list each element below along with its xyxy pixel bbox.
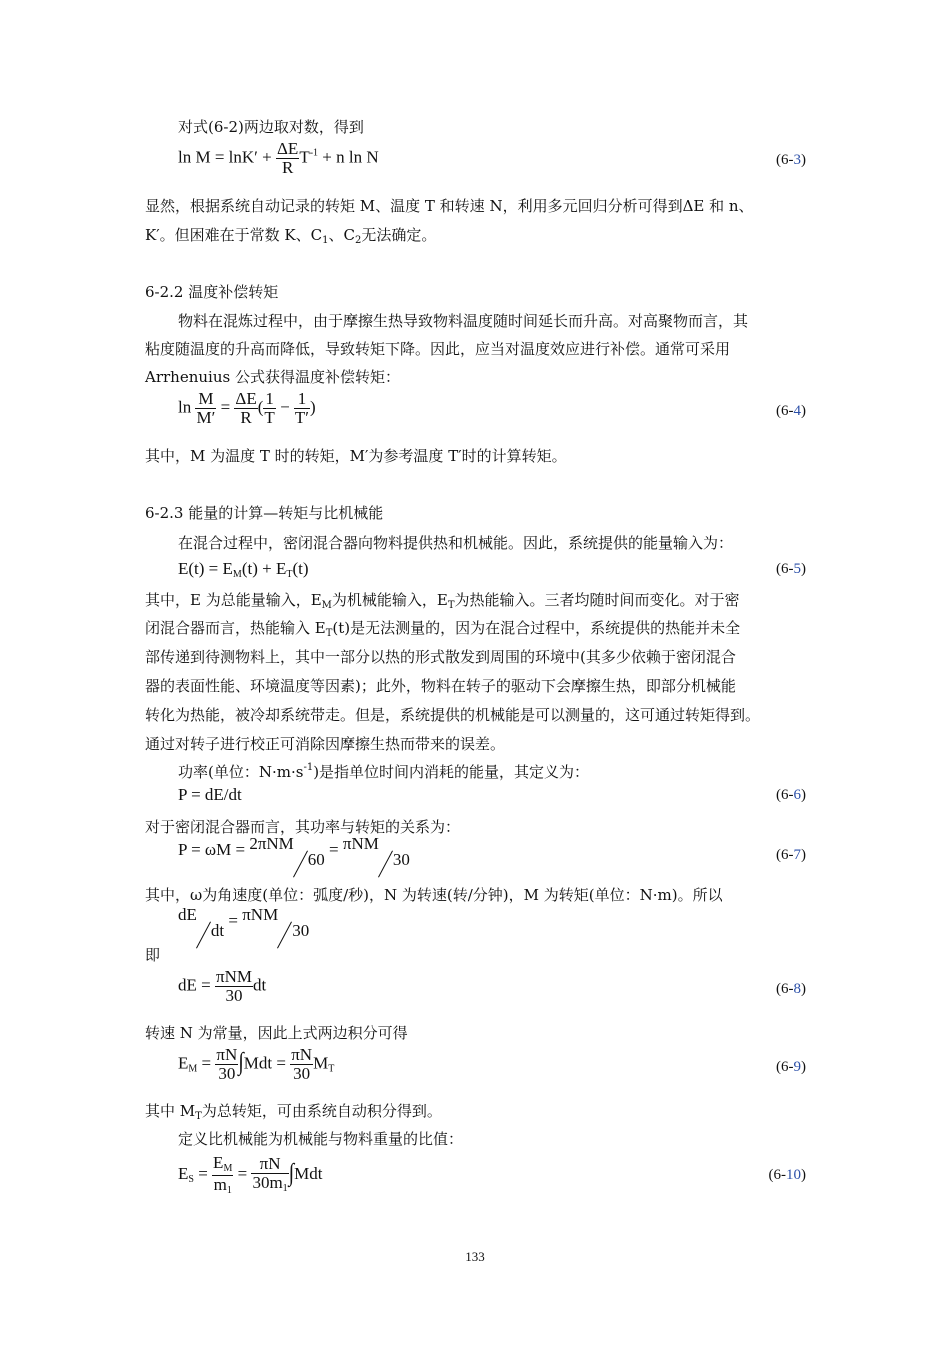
text: 闭混合器而言，热能输入 E [145, 619, 326, 637]
text: (t)是无法测量的，因为在混合过程中，系统提供的热能并未全 [332, 619, 741, 637]
label-link[interactable]: 10 [786, 1167, 801, 1183]
label-text: (6- [776, 403, 794, 419]
subscript: S [188, 1173, 194, 1185]
subscript: T [286, 569, 293, 580]
equation-number-6-10 [740, 1167, 806, 1184]
text: 其中，E 为总能量输入，E [145, 591, 322, 609]
fraction [290, 1046, 313, 1083]
subscript: T [447, 600, 455, 611]
label-text: (6- [768, 1167, 786, 1183]
equation-6-3 [178, 140, 379, 177]
label-text: ) [801, 1167, 806, 1183]
numerator: πN [291, 1045, 313, 1064]
denominator: T [264, 407, 275, 427]
denominator: 30 [218, 1063, 236, 1083]
equation-6-7 [178, 834, 410, 869]
equation-number-6-4 [740, 403, 806, 420]
numerator: ΔE [235, 389, 257, 408]
paragraph-text [145, 224, 436, 246]
eq-part: P = ωM = [178, 840, 250, 859]
text: 其中 M [145, 1102, 196, 1120]
equation-number-6-7 [740, 847, 806, 864]
eq-part: ln M = lnK′ + [178, 147, 276, 167]
paragraph-text [145, 617, 740, 639]
denominator [212, 1176, 233, 1197]
fraction [215, 968, 253, 1005]
label-link[interactable]: 7 [793, 847, 801, 863]
fraction [195, 390, 216, 427]
numerator: 1 [265, 389, 274, 408]
paragraph-text [145, 1100, 442, 1122]
subscript: M [223, 1163, 233, 1174]
fraction [234, 390, 257, 427]
text: )是指单位时间内消耗的能量，其定义为： [313, 763, 590, 781]
text: 为总转矩，可由系统自动积分得到。 [201, 1102, 442, 1120]
fraction [215, 1046, 238, 1083]
numerator: ΔE [276, 139, 299, 158]
eq-part: ( [257, 397, 264, 417]
page-number: 133 [465, 1249, 485, 1264]
paragraph-text: Arrhenuius 公式获得温度补偿转矩： [145, 368, 400, 386]
paragraph-text: 通过对转子进行校正可消除因摩擦生热而带来的误差。 [145, 735, 506, 753]
denominator [251, 1174, 288, 1195]
label-link[interactable]: 8 [793, 981, 801, 997]
numerator [212, 1154, 233, 1176]
eq-part: 2πNM [249, 834, 294, 853]
eq-part: = [224, 911, 243, 930]
label-text: (6- [776, 787, 794, 803]
paragraph-text: 器的表面性能、环境温度等因素)；此外，物料在转子的驱动下会摩擦生热，即部分机械能 [145, 677, 736, 695]
paragraph-text: 即 [145, 946, 161, 964]
eq-part: dt [252, 975, 267, 995]
eq-part: πNM [342, 834, 379, 853]
equation-6-6: P = dE/dt [178, 785, 242, 804]
eq-part: − [275, 397, 294, 417]
label-link[interactable]: 3 [793, 152, 801, 168]
equation-derivative [178, 905, 310, 940]
subscript: M [321, 600, 332, 611]
denominator: M′ [196, 407, 216, 427]
paragraph-text: 转化为热能，被冷却系统带走。但是，系统提供的机械能是可以测量的，这可通过转矩得到。 [145, 706, 761, 724]
equation-6-9 [178, 1046, 334, 1083]
eq-part: E [178, 1053, 189, 1073]
label-link[interactable]: 4 [793, 403, 801, 419]
eq-part: M [313, 1053, 329, 1073]
eq-part: = [324, 840, 343, 859]
eq-part: 30m [252, 1173, 283, 1193]
label-link[interactable]: 6 [793, 787, 801, 803]
paragraph-text: 部传递到待测物料上，其中一部分以热的形式散发到周围的环境中(其多少依赖于密闭混合 [145, 648, 736, 666]
eq-part: Mdt = [243, 1053, 291, 1073]
eq-part: Mdt [294, 1163, 323, 1183]
eq-part: = [193, 1163, 213, 1183]
equation-6-5 [178, 559, 309, 580]
label-text: (6- [776, 847, 794, 863]
numerator: πN [251, 1155, 288, 1174]
fraction [263, 390, 275, 427]
fraction [212, 1154, 233, 1196]
text: K′。但困难在于常数 K、C [145, 226, 323, 244]
paragraph-text: 在混合过程中，密闭混合器向物料提供热和机械能。因此，系统提供的能量输入为： [178, 534, 734, 552]
eq-part: T [299, 147, 310, 167]
denominator: 30 [225, 985, 243, 1005]
superscript: -1 [303, 762, 314, 773]
eq-part: m [213, 1174, 227, 1194]
text: 为热能输入。三者均随时间而变化。对于密 [454, 591, 740, 609]
numerator: 1 [294, 390, 310, 409]
eq-part: ln [178, 397, 192, 417]
eq-part: 60 [307, 850, 325, 869]
label-text: ) [801, 981, 806, 997]
paragraph-text: 对式(6-2)两边取对数，得到 [178, 118, 364, 136]
label-text: (6- [776, 561, 794, 577]
section-heading: 6-2.2 温度补偿转矩 [145, 283, 279, 301]
paragraph-text [145, 589, 740, 611]
equation-number-6-9 [740, 1059, 806, 1076]
eq-part: (t) + E [241, 559, 287, 578]
equation-6-10 [178, 1154, 323, 1196]
paragraph-text [178, 761, 589, 782]
equation-6-8 [178, 968, 266, 1005]
eq-part: dt [210, 921, 225, 940]
integral-sign: ∫ [288, 1159, 295, 1187]
denominator: R [281, 157, 294, 177]
subscript: T [195, 1111, 202, 1122]
subscript: 1 [322, 235, 329, 246]
numerator: πN [216, 1045, 238, 1064]
eq-part: = [197, 1053, 216, 1073]
eq-part: = [233, 1163, 252, 1183]
paragraph-text: 其中，ω为角速度(单位：弧度/秒)，N 为转速(转/分钟)，M 为转矩(单位：N·m)。所以 [145, 886, 723, 904]
fraction [294, 390, 310, 427]
eq-part: + n ln N [318, 147, 379, 167]
subscript: M [188, 1063, 198, 1075]
eq-part: = [216, 397, 235, 417]
paragraph-text: 显然，根据系统自动记录的转矩 M、温度 T 和转速 N，利用多元回归分析可得到ΔE 和 n、 [145, 197, 754, 215]
subscript: T [325, 628, 333, 639]
text: 无法确定。 [361, 226, 437, 244]
paragraph-text: 对于密闭混合器而言，其功率与转矩的关系为： [145, 818, 461, 836]
denominator: R [240, 407, 252, 427]
paragraph-text: 物料在混炼过程中，由于摩擦生热导致物料温度随时间延长而升高。对高聚物而言，其 [178, 312, 749, 330]
eq-part: E [178, 1163, 189, 1183]
label-text: (6- [776, 981, 794, 997]
paragraph-text: 粘度随温度的升高而降低，导致转矩下降。因此，应当对温度效应进行补偿。通常可采用 [145, 340, 731, 358]
label-text: (6- [776, 1059, 794, 1075]
subscript: M [232, 569, 242, 580]
label-text: ) [801, 403, 806, 419]
label-text: ) [801, 787, 806, 803]
equation-number-6-3 [740, 152, 806, 169]
eq-part: (t) [292, 559, 309, 578]
fraction [251, 1155, 288, 1194]
equation-6-4 [178, 390, 316, 427]
superscript: -1 [309, 147, 319, 159]
section-heading: 6-2.3 能量的计算—转矩与比机械能 [145, 504, 384, 522]
subscript: T [328, 1063, 335, 1075]
label-text: (6- [776, 152, 794, 168]
label-link[interactable]: 9 [793, 1059, 801, 1075]
denominator: 30 [293, 1063, 311, 1083]
eq-part: ) [310, 397, 316, 417]
eq-part: E [213, 1153, 224, 1172]
numerator: M [195, 390, 216, 409]
integral-sign: ∫ [238, 1048, 244, 1076]
eq-part: E(t) = E [178, 559, 233, 578]
numerator: πNM [215, 967, 252, 986]
label-link[interactable]: 5 [793, 561, 801, 577]
label-text: ) [801, 1059, 806, 1075]
subscript: 2 [354, 235, 362, 246]
paragraph-text: 转速 N 为常量，因此上式两边积分可得 [145, 1024, 408, 1042]
fraction [276, 140, 299, 177]
eq-part: dE = [178, 975, 215, 995]
subscript: 1 [282, 1183, 288, 1195]
eq-part: dE [178, 905, 197, 924]
eq-part: πNM [242, 905, 279, 924]
subscript: 1 [226, 1184, 232, 1196]
paragraph-text: 定义比机械能为机械能与物料重量的比值： [178, 1130, 464, 1148]
label-text: ) [801, 847, 806, 863]
label-text: ) [801, 152, 806, 168]
denominator: T′ [294, 407, 310, 427]
label-text: ) [801, 561, 806, 577]
eq-part: 30 [392, 850, 410, 869]
equation-number-6-6 [740, 787, 806, 804]
text: 、C [328, 226, 355, 244]
text: 为机械能输入，E [331, 591, 448, 609]
eq-part: 30 [292, 921, 310, 940]
equation-number-6-8 [740, 981, 806, 998]
text: 功率(单位：N·m·s [178, 763, 304, 781]
paragraph-text: 其中，M 为温度 T 时的转矩，M′为参考温度 T′时的计算转矩。 [145, 447, 567, 465]
equation-number-6-5 [740, 561, 806, 578]
